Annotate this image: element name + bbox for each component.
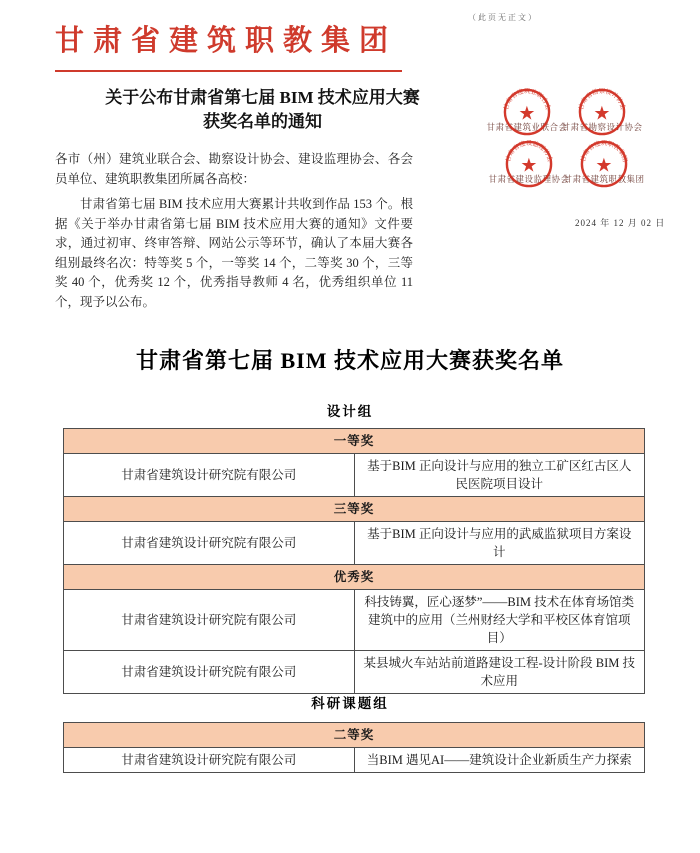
official-seal [580,140,628,188]
table-row [64,590,645,651]
notice-title-line1: 关于公布甘肃省第七届 BIM 技术应用大赛 [105,88,420,107]
seal-arc-text: 甘肃省建筑职教集团 [580,140,628,163]
org-cell: 甘肃省建筑设计研究院有限公司 [64,748,355,773]
group-title-design: 设计组 [326,404,374,419]
award-tier-header: 二等奖 [64,723,645,748]
table-row [64,651,645,694]
star-icon: ★ [518,103,536,125]
issue-date: 2024 年 12 月 02 日 [575,218,666,228]
org-cell: 甘肃省建筑设计研究院有限公司 [64,454,355,497]
official-seal [578,88,626,136]
star-icon: ★ [593,103,611,125]
body-paragraph: 甘肃省第七届 BIM 技术应用大赛累计共收到作品 153 个。根据《关于举办甘肃省第七届 BIM 技术应用大赛的通知》文件要求，通过初审、终审答辩、网站公示等环节，确认了本届大赛各组别最终名次：特等奖 5 个，一等奖 14 个，二等奖 30 个，三等奖 40 个，优秀奖 12 个，优秀指导教师 4 名，优秀组织单位 11 个，现予以公布。 [55,197,413,309]
notice-body [55,150,413,312]
signing-org-name: 甘肃省建筑职教集团 [563,174,645,184]
award-tier-header: 三等奖 [64,497,645,522]
group-title-research: 科研课题组 [311,696,389,711]
org-cell: 甘肃省建筑设计研究院有限公司 [64,590,355,651]
awards-table-design-group [63,428,645,694]
award-tier-header: 一等奖 [64,429,645,454]
signing-org-name: 甘肃省建设监理协会 [488,174,570,184]
awards-table-research-group [63,722,645,773]
award-tier-row [64,565,645,590]
project-cell: 科技铸翼，匠心逐梦”——BIM 技术在体育场馆类建筑中的应用（兰州财经大学和平校区体育馆项目） [354,590,645,651]
project-cell: 基于BIM 正向设计与应用的独立工矿区红古区人民医院项目设计 [354,454,645,497]
table-row [64,454,645,497]
notice-title [55,86,470,134]
letterhead-title: 甘肃省建筑职教集团 [55,25,398,57]
notice-title-line2: 获奖名单的通知 [203,112,322,131]
award-tier-row [64,497,645,522]
star-icon: ★ [595,155,613,177]
letterhead-divider [55,70,402,72]
no-body-text-note: （此页无正文） [468,13,538,22]
salutation: 各市（州）建筑业联合会、勘察设计协会、建设监理协会、各会员单位、建筑职教集团所属各高校： [55,152,413,186]
official-seal [503,88,551,136]
award-tier-row [64,429,645,454]
seal-arc-text: 甘肃省建筑业联合会 [503,88,551,111]
org-cell: 甘肃省建筑设计研究院有限公司 [64,522,355,565]
project-cell: 基于BIM 正向设计与应用的武威监狱项目方案设计 [354,522,645,565]
org-cell: 甘肃省建筑设计研究院有限公司 [64,651,355,694]
signing-org-name: 甘肃省建筑业联合会 [486,122,568,132]
award-tier-header: 优秀奖 [64,565,645,590]
star-icon: ★ [520,155,538,177]
seal-arc-text: 甘肃省建设监理协会 [505,140,553,163]
awards-list-title: 甘肃省第七届 BIM 技术应用大赛获奖名单 [135,348,564,373]
table-row [64,748,645,773]
project-cell: 某县城火车站站前道路建设工程-设计阶段 BIM 技术应用 [354,651,645,694]
award-tier-row [64,723,645,748]
seal-arc-text: 甘肃省勘察设计协会 [578,88,626,111]
official-seal [505,140,553,188]
table-row [64,522,645,565]
signing-org-name: 甘肃省勘察设计协会 [561,122,643,132]
project-cell: 当BIM 遇见AI——建筑设计企业新质生产力探索 [354,748,645,773]
